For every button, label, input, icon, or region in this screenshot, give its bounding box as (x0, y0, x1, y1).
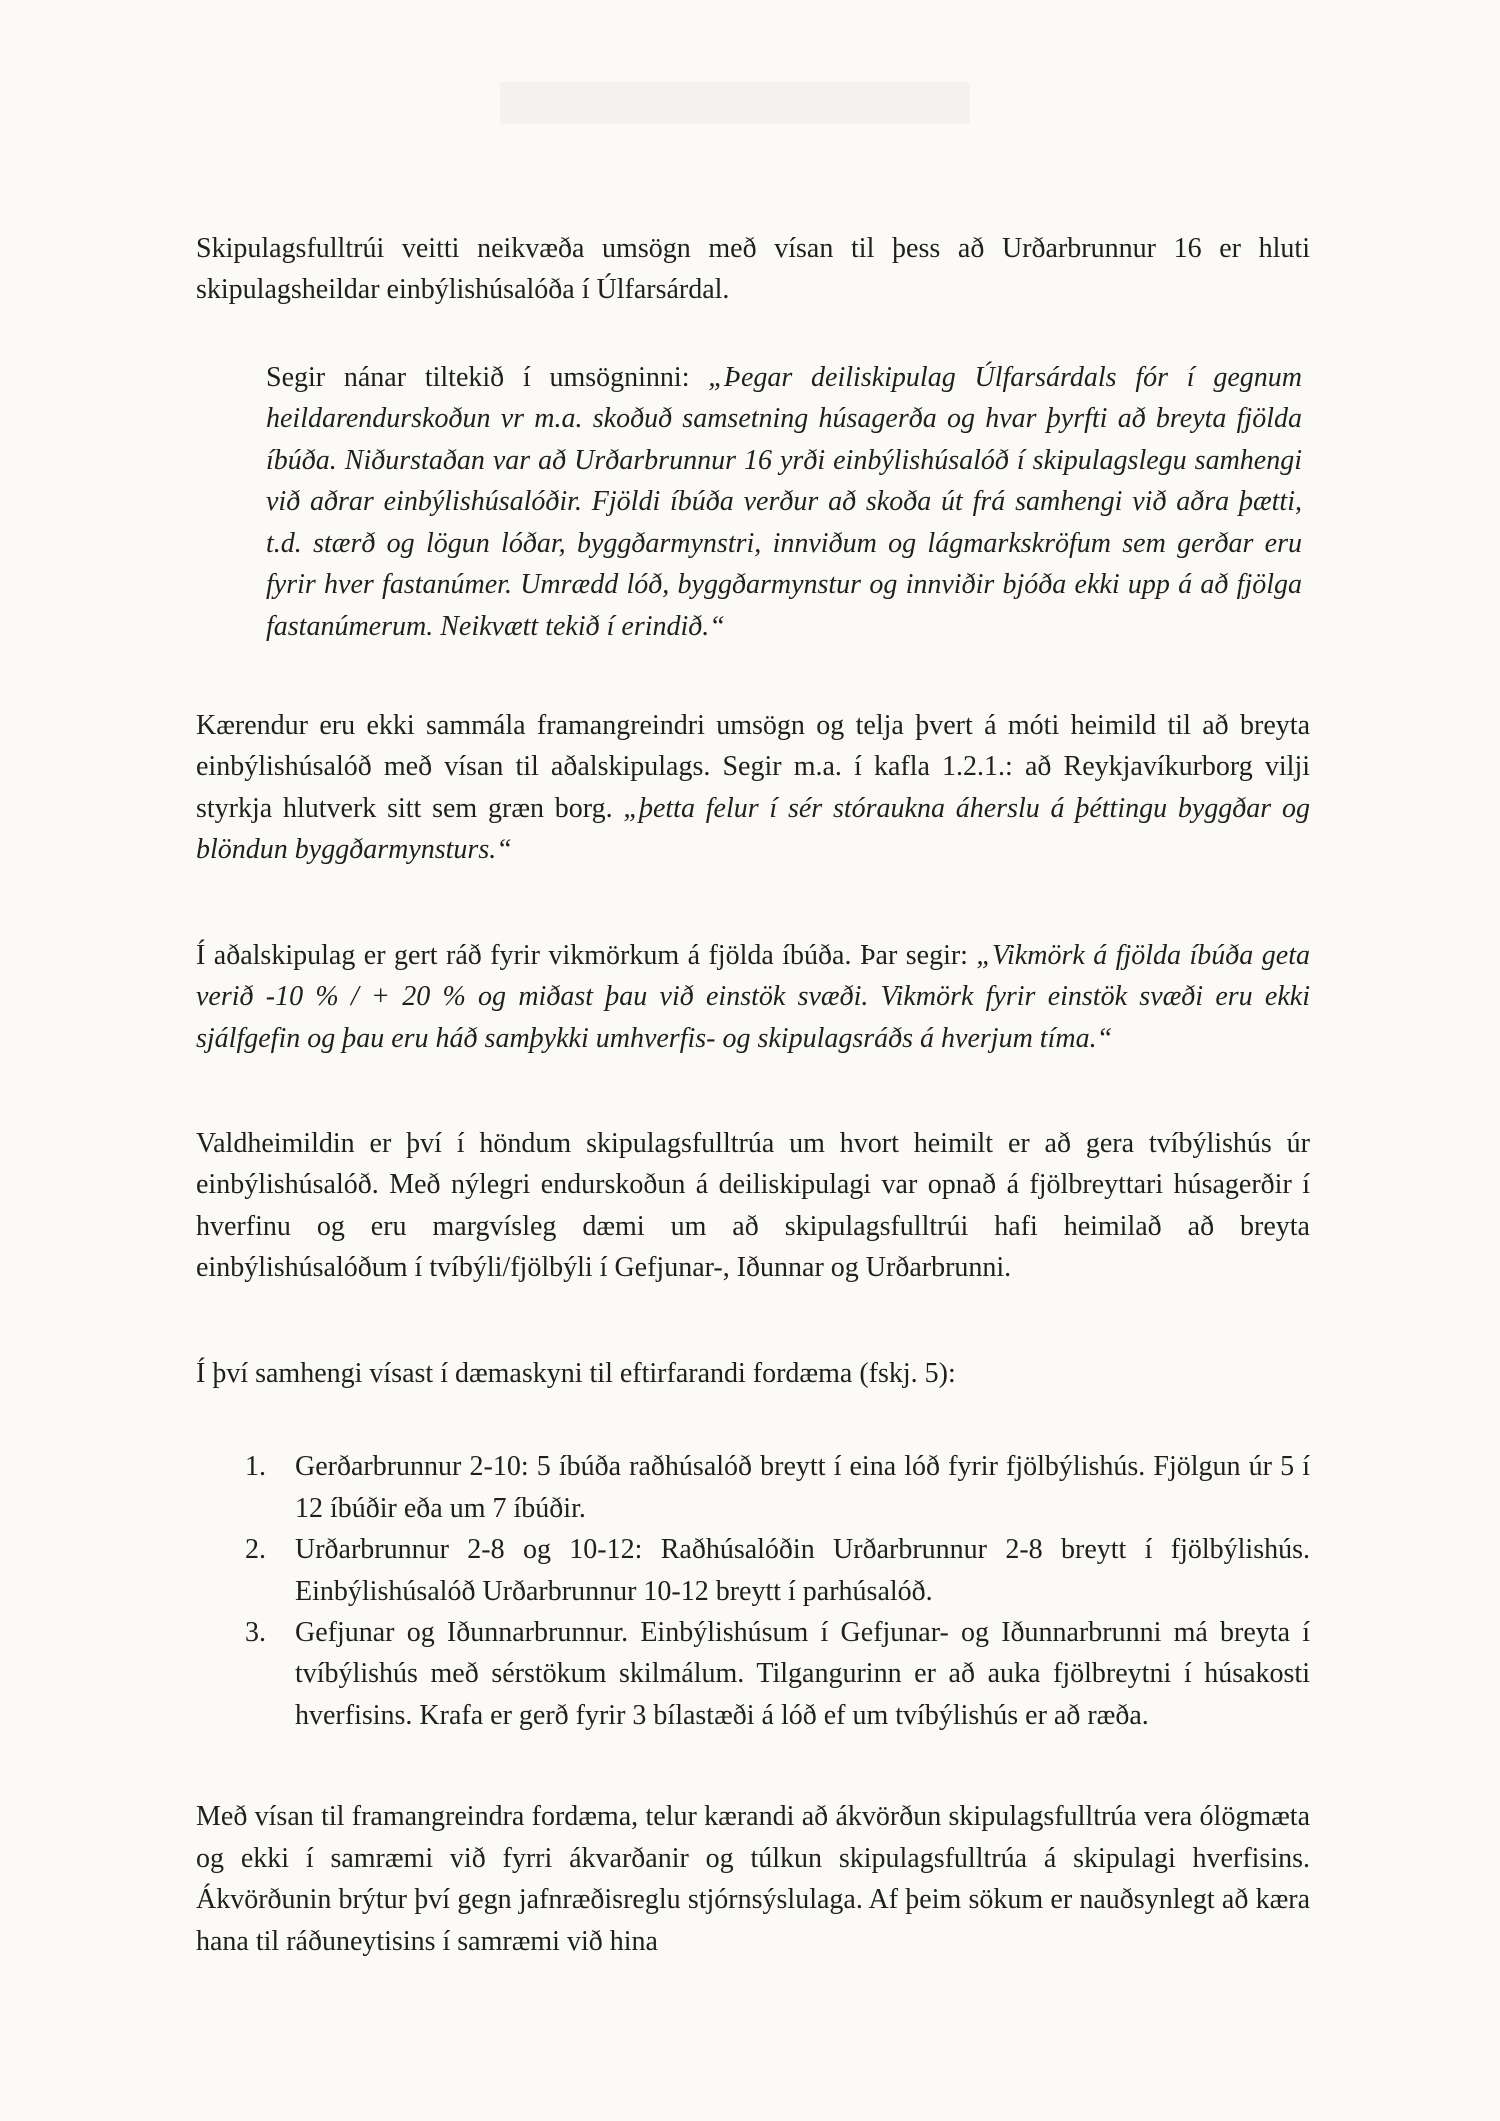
quote-block-umsogn (266, 357, 1302, 647)
precedents-list (196, 1446, 1310, 1736)
list-item-number: 1. (245, 1451, 266, 1483)
quote-lead: Segir nánar tiltekið í umsögninni: (266, 361, 709, 393)
list-item-text: Gerðarbrunnur 2-10: 5 íbúða raðhúsalóð breytt í eina lóð fyrir fjölbýlishús. Fjölgun úr 5 í 12 íbúðir eða um 7 íbúðir. (295, 1451, 1310, 1524)
paragraph-fordaemi-intro (196, 1353, 1310, 1394)
paragraph-intro (196, 228, 1310, 311)
list-item-text: Urðarbrunnur 2-8 og 10-12: Raðhúsalóðin Urðarbrunnur 2-8 breytt í fjölbýlishús. Einbýlishúsalóð Urðarbrunnur 10-12 breytt í parhúsalóð. (295, 1534, 1310, 1607)
scan-artifact (500, 82, 970, 124)
paragraph-valdheimild (196, 1123, 1310, 1289)
paragraph-conclusion-text: Með vísan til framangreindra fordæma, telur kærandi að ákvörðun skipulagsfulltrúa vera ólögmæta og ekki í samræmi við fyrri ákvarðanir og túlkun skipulagsfulltrúa á skipulagi hverfisins. Ákvörðunin brýtur því gegn jafnræðisreglu stjórnsýslulaga. Af þeim sökum er nauðsynlegt að kæra hana til ráðuneytisins í samræmi við hina (196, 1801, 1310, 1957)
list-item (196, 1529, 1310, 1612)
list-item (196, 1612, 1310, 1736)
paragraph-adalskipulag-quote: „Vikmörk á fjölda íbúða geta verið -10 % / + 20 % og miðast þau við einstök svæði. Vikmörk fyrir einstök svæði eru ekki sjálfgefin og þau eru háð samþykki umhverfis- og skipulagsráðs á hverjum tíma.“ (196, 939, 1310, 1054)
paragraph-valdheimild-text: Valdheimildin er því í höndum skipulagsfulltrúa um hvort heimilt er að gera tvíbýlishús úr einbýlishúsalóð. Með nýlegri endurskoðun á deiliskipulagi var opnað á fjölbreyttari húsagerðir í hverfinu og eru margvísleg dæmi um að skipulagsfulltrúi hafi heimilað að breyta einbýlishúsalóðum í tvíbýli/fjölbýli í Gefjunar-, Iðunnar og Urðarbrunni. (196, 1128, 1310, 1284)
paragraph-kaerendur-text: Kærendur eru ekki sammála framangreindri umsögn og telja þvert á móti heimild til að breyta einbýlishúsalóð með vísan til aðalskipulags. Segir m.a. í kafla 1.2.1.: að Reykjavíkurborg vilji styrkja hlutverk sitt sem græn borg. (196, 709, 1310, 824)
list-item (196, 1446, 1310, 1529)
paragraph-conclusion (196, 1796, 1310, 1962)
list-item-number: 2. (245, 1534, 266, 1566)
paragraph-adalskipulag-text: Í aðalskipulag er gert ráð fyrir vikmörkum á fjölda íbúða. Þar segir: (196, 939, 977, 971)
quote-text: „Þegar deiliskipulag Úlfarsárdals fór í gegnum heildarendurskoðun vr m.a. skoðuð samsetning húsagerða og hvar þyrfti að breyta fjölda íbúða. Niðurstaðan var að Urðarbrunnur 16 yrði einbýlishúsalóð í skipulagslegu samhengi við aðrar einbýlishúsalóðir. Fjöldi íbúða verður að skoða út frá samhengi við aðra þætti, t.d. stærð og lögun lóðar, byggðarmynstri, innviðum og lágmarkskröfum sem gerðar eru fyrir hver fastanúmer. Umrædd lóð, byggðarmynstur og innviðir bjóða ekki upp á að fjölga fastanúmerum. Neikvætt tekið í erindið.“ (266, 361, 1303, 642)
paragraph-fordaemi-intro-text: Í því samhengi vísast í dæmaskyni til eftirfarandi fordæma (fskj. 5): (196, 1357, 956, 1389)
paragraph-intro-text: Skipulagsfulltrúi veitti neikvæða umsögn með vísan til þess að Urðarbrunnur 16 er hluti skipulagsheildar einbýlishúsalóða í Úlfarsárdal. (196, 233, 1310, 306)
list-item-text: Gefjunar og Iðunnarbrunnur. Einbýlishúsum í Gefjunar- og Iðunnarbrunni má breyta í tvíbýlishús með sérstökum skilmálum. Tilgangurinn er að auka fjölbreytni í húsakosti hverfisins. Krafa er gerð fyrir 3 bílastæði á lóð ef um tvíbýlishús er að ræða. (295, 1616, 1310, 1731)
paragraph-kaerendur (196, 705, 1310, 871)
paragraph-adalskipulag (196, 935, 1310, 1059)
paragraph-kaerendur-quote: „þetta felur í sér stóraukna áherslu á þéttingu byggðar og blöndun byggðarmynsturs.“ (196, 792, 1310, 866)
list-item-number: 3. (245, 1616, 266, 1648)
